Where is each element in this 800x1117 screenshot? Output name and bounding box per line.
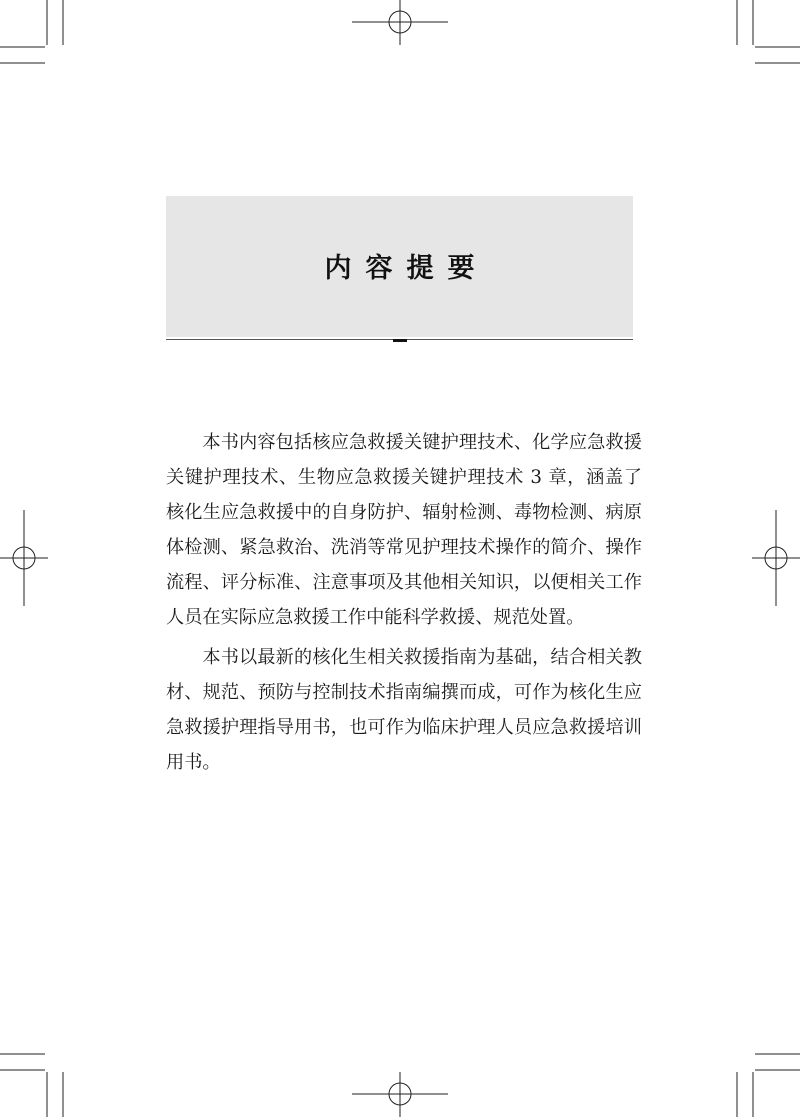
crop-mark-top-left [0, 0, 63, 63]
page-title: 内容提要 [324, 253, 489, 284]
summary-paragraph-2: 本书以最新的核化生相关救援指南为基础，结合相关教材、规范、预防与控制技术指南编撰而成，可作为核化生应急救援护理指导用书，也可作为临床护理人员应急救援培训用书。 [166, 647, 642, 773]
registration-target-bottom [352, 1072, 448, 1117]
registration-target-left [0, 510, 48, 606]
title-underline-notch [393, 339, 407, 342]
summary-paragraph-1: 本书内容包括核应急救援关键护理技术、化学应急救援关键护理技术、生物应急救援关键护理技术 3 章，涵盖了核化生应急救援中的自身防护、辐射检测、毒物检测、病原体检测、紧急救治、洗消等常见护理技术操作的简介、操作流程、评分标准、注意事项及其他相关知识，以便相关工作人员在实际应急救援工作中能科学救援、规范处置。 [166, 432, 642, 628]
crop-mark-bottom-left [0, 1054, 63, 1117]
registration-target-top [352, 0, 448, 45]
summary-body [166, 425, 642, 785]
crop-mark-top-right [737, 0, 800, 63]
title-band [166, 196, 633, 337]
registration-target-right [752, 510, 800, 606]
crop-mark-bottom-right [737, 1054, 800, 1117]
